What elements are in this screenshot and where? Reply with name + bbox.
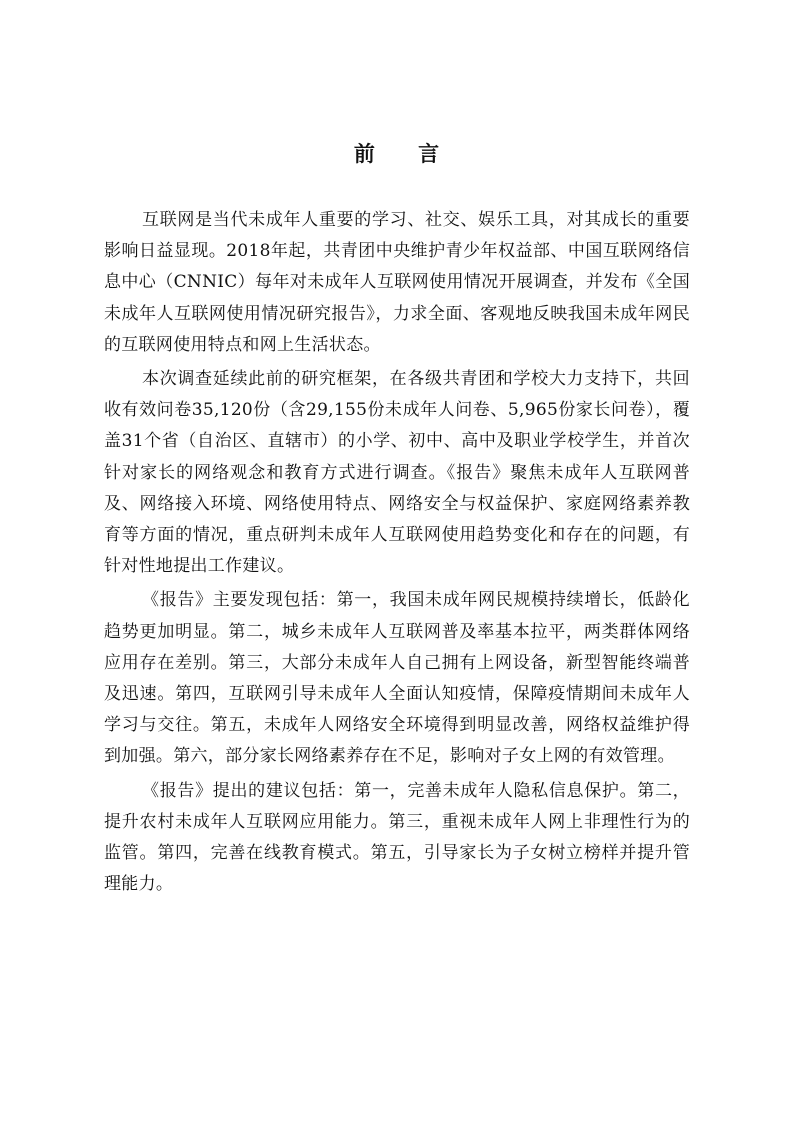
paragraph-2: 本次调查延续此前的研究框架，在各级共青团和学校大力支持下，共回收有效问卷35,120份（含29,155份未成年人问卷、5,965份家长问卷），覆盖31个省（自治区、直辖市）的小学、初中、高中及职业学校学生，并首次针对家长的网络观念和教育方式进行调查。《报告》聚焦未成年人互联网普及、网络接入环境、网络使用特点、网络安全与权益保护、家庭网络素养教育等方面的情况，重点研判未成年人互联网使用趋势变化和存在的问题，有针对性地提出工作建议。 [104, 369, 690, 577]
preface-body [104, 205, 690, 903]
paragraph-4: 《报告》提出的建议包括：第一，完善未成年人隐私信息保护。第二，提升农村未成年人互联网应用能力。第三，重视未成年人网上非理性行为的监管。第四，完善在线教育模式。第五，引导家长为子女树立榜样并提升管理能力。 [104, 780, 690, 895]
page-title: 前 言 [353, 142, 458, 166]
paragraph-1: 互联网是当代未成年人重要的学习、社交、娱乐工具，对其成长的重要影响日益显现。2018年起，共青团中央维护青少年权益部、中国互联网络信息中心（CNNIC）每年对未成年人互联网使用情况开展调查，并发布《全国未成年人互联网使用情况研究报告》，力求全面、客观地反映我国未成年网民的互联网使用特点和网上生活状态。 [104, 210, 690, 355]
paragraph-3: 《报告》主要发现包括：第一，我国未成年网民规模持续增长，低龄化趋势更加明显。第二，城乡未成年人互联网普及率基本拉平，两类群体网络应用存在差别。第三，大部分未成年人自己拥有上网设备，新型智能终端普及迅速。第四，互联网引导未成年人全面认知疫情，保障疫情期间未成年人学习与交往。第五，未成年人网络安全环境得到明显改善，网络权益维护得到加强。第六，部分家长网络素养存在不足，影响对子女上网的有效管理。 [104, 590, 690, 767]
